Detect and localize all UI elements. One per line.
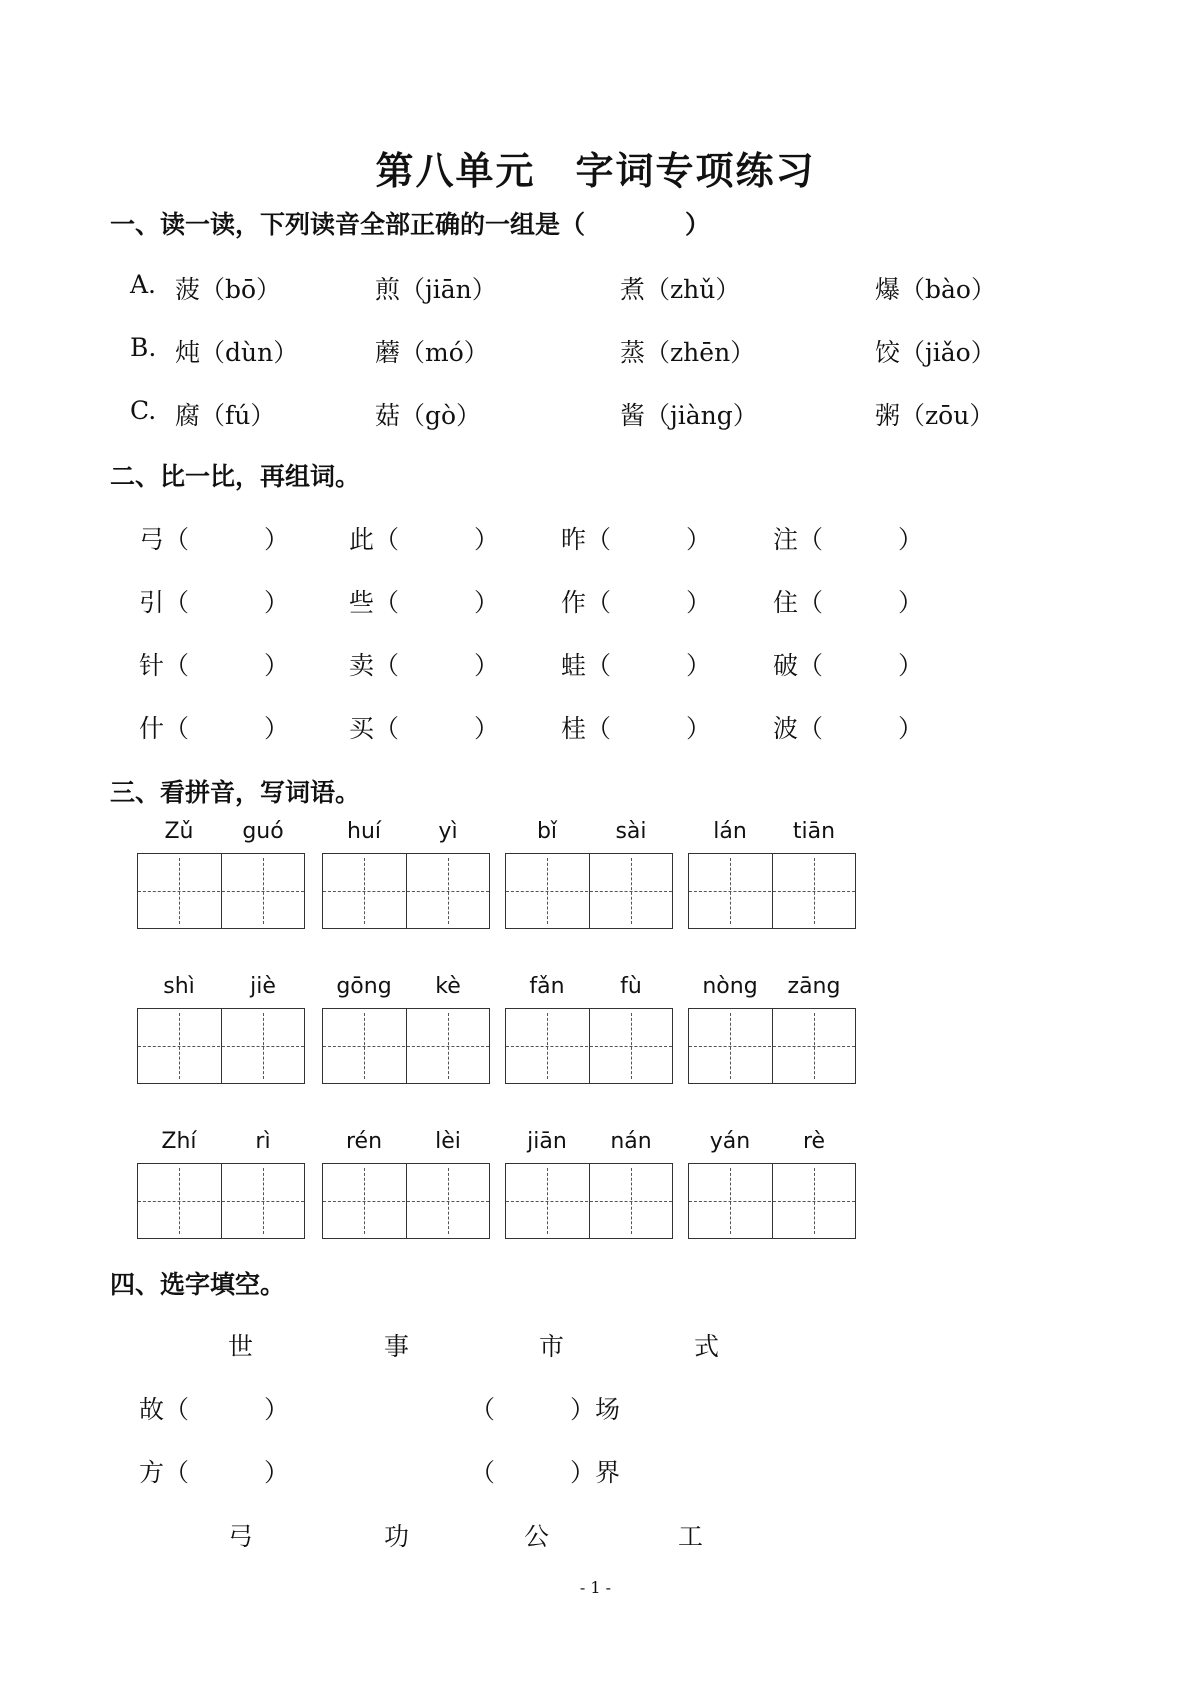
pinyin-label: Zǔ [164,819,194,844]
fill-blank-item: （ ）场 [470,1395,621,1424]
choice-character: 功 [384,1522,410,1551]
pinyin-label: yì [438,819,458,844]
writing-grid[interactable] [137,1163,305,1239]
compare-word-item: 蛙（ ） [561,651,712,680]
writing-grid[interactable] [688,1008,856,1084]
fill-blank-item: 方（ ） [139,1458,290,1487]
writing-grid[interactable] [137,1008,305,1084]
compare-word-item: 住（ ） [773,588,924,617]
choice-character: 事 [384,1332,410,1361]
pinyin-label: fù [620,974,642,999]
writing-grid[interactable] [322,1008,490,1084]
choice-character: 市 [539,1332,565,1361]
choice-character: 弓 [228,1522,254,1551]
compare-word-item: 桂（ ） [561,714,712,743]
compare-word-item: 昨（ ） [561,525,712,554]
pinyin-label: huí [347,819,381,844]
option-item: 炖（dùn） [175,338,299,367]
option-label: A. [130,270,157,299]
option-item: 煎（jiān） [375,275,497,304]
option-item: 菠（bō） [175,275,282,304]
pinyin-label: bǐ [536,819,558,844]
pinyin-label: guó [242,819,284,844]
pinyin-label: fǎn [529,974,565,999]
writing-grid[interactable] [688,853,856,929]
compare-word-item: 卖（ ） [349,651,500,680]
pinyin-label: jiān [527,1129,567,1154]
pinyin-label: tiān [792,819,836,844]
compare-word-item: 此（ ） [349,525,500,554]
writing-grid[interactable] [505,1163,673,1239]
fill-blank-item: （ ）界 [470,1458,621,1487]
pinyin-label: sài [615,819,647,844]
option-item: 爆（bào） [875,275,996,304]
section-2-heading: 二、比一比，再组词。 [110,462,361,491]
option-label: C. [130,396,157,425]
pinyin-label: lán [713,819,747,844]
section-3-heading: 三、看拼音，写词语。 [110,778,361,807]
choice-character: 式 [694,1332,720,1361]
pinyin-label: Zhí [161,1129,197,1154]
compare-word-item: 波（ ） [773,714,924,743]
option-item: 蘑（mó） [375,338,489,367]
section-1-heading: 一、读一读，下列读音全部正确的一组是（ ） [110,210,711,239]
option-item: 粥（zōu） [875,401,995,430]
pinyin-label: nán [610,1129,652,1154]
writing-grid[interactable] [505,853,673,929]
writing-grid[interactable] [322,853,490,929]
compare-word-item: 些（ ） [349,588,500,617]
writing-grid[interactable] [505,1008,673,1084]
choice-character: 工 [678,1522,704,1551]
fill-blank-item: 故（ ） [139,1395,290,1424]
option-item: 菇（gò） [375,401,482,430]
option-item: 煮（zhǔ） [620,275,741,304]
compare-word-item: 引（ ） [139,588,290,617]
pinyin-label: rì [255,1129,271,1154]
pinyin-label: nòng [702,974,758,999]
pinyin-label: zāng [787,974,841,999]
pinyin-label: jiè [250,974,276,999]
writing-grid[interactable] [137,853,305,929]
pinyin-label: rè [802,1129,826,1154]
option-item: 腐（fú） [175,401,276,430]
pinyin-label: gōng [336,974,392,999]
page-number: - 1 - [579,1578,612,1597]
compare-word-item: 注（ ） [773,525,924,554]
compare-word-item: 什（ ） [139,714,290,743]
page-title: 第八单元 字词专项练习 [375,148,816,193]
choice-character: 世 [228,1332,254,1361]
option-item: 蒸（zhēn） [620,338,756,367]
compare-word-item: 弓（ ） [139,525,290,554]
option-item: 酱（jiàng） [620,401,758,430]
compare-word-item: 破（ ） [773,651,924,680]
writing-grid[interactable] [322,1163,490,1239]
compare-word-item: 针（ ） [139,651,290,680]
pinyin-label: lèi [435,1129,461,1154]
option-label: B. [130,333,157,362]
choice-character: 公 [524,1522,550,1551]
pinyin-label: rén [345,1129,383,1154]
option-item: 饺（jiǎo） [875,338,996,367]
section-4-heading: 四、选字填空。 [110,1270,286,1299]
pinyin-label: shì [163,974,195,999]
compare-word-item: 作（ ） [561,588,712,617]
writing-grid[interactable] [688,1163,856,1239]
pinyin-label: yán [709,1129,751,1154]
compare-word-item: 买（ ） [349,714,500,743]
pinyin-label: kè [435,974,461,999]
